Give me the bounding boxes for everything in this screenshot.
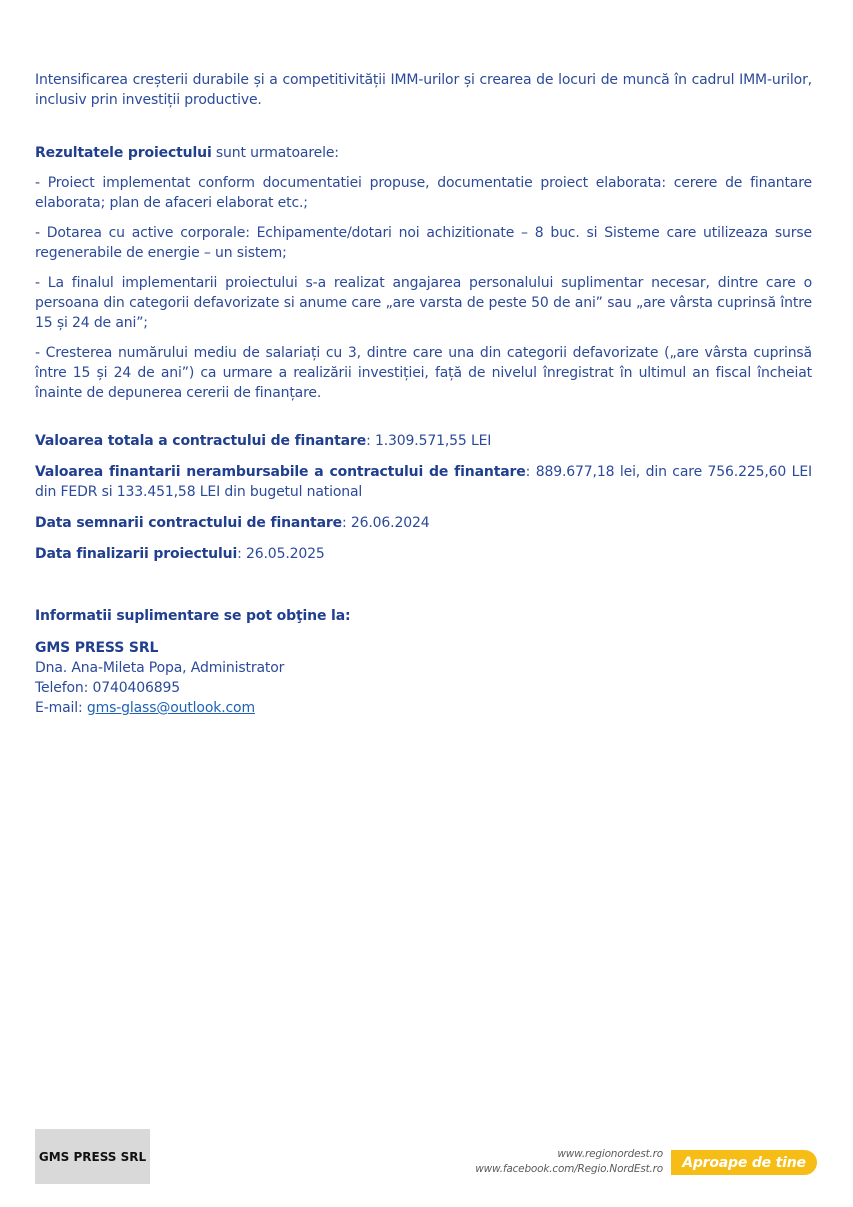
nonrefundable-value	[35, 462, 812, 502]
nonrefundable-value-amount: : 889.677,18 lei, din care 756.225,60 LEI din FEDR si 133.451,58 LEI din bugetul national	[35, 464, 812, 500]
contact-email-line	[35, 698, 812, 718]
facebook-link[interactable]: www.facebook.com/Regio.NordEst.ro	[475, 1163, 663, 1175]
signing-date-label: Data semnarii contractului de finantare	[35, 515, 342, 531]
result-item: - Cresterea numărului mediu de salariați cu 3, dintre care una din categorii defavorizate („are vârsta cuprinsă între 15 și 24 de ani”) ca urmare a realizării investiției, față de nivelul înregistrat în ultimul an fiscal încheiat înainte de depunerea cererii de finanțare.	[35, 345, 812, 401]
completion-date-value: : 26.05.2025	[237, 546, 325, 562]
website-link[interactable]: www.regionordest.ro	[557, 1148, 663, 1160]
total-value	[35, 431, 812, 451]
contact-person: Dna. Ana-Mileta Popa, Administrator	[35, 660, 285, 676]
document-body	[35, 70, 812, 718]
contact-company: GMS PRESS SRL	[35, 640, 159, 656]
results-heading	[35, 143, 812, 163]
total-value-label: Valoarea totala a contractului de finantare	[35, 433, 367, 449]
completion-date-label: Data finalizarii proiectului	[35, 546, 238, 562]
contact-block	[35, 638, 812, 718]
slogan-badge: Aproape de tine	[671, 1150, 817, 1175]
result-item: - Dotarea cu active corporale: Echipamente/dotari noi achizitionate – 8 buc. si Sisteme care utilizeaza surse regenerabile de energie – un sistem;	[35, 225, 812, 261]
results-heading-bold: Rezultatele proiectului	[35, 145, 212, 161]
footer-links	[475, 1147, 663, 1177]
intro-paragraph: Intensificarea creșterii durabile și a competitivității IMM-urilor și crearea de locuri de muncă în cadrul IMM-urilor, inclusiv prin investiții productive.	[35, 72, 812, 108]
signing-date-value: : 26.06.2024	[341, 515, 430, 531]
info-heading: Informatii suplimentare se pot obţine la:	[35, 608, 351, 624]
completion-date	[35, 544, 812, 564]
company-logo-box: GMS PRESS SRL	[35, 1129, 150, 1184]
contact-phone: Telefon: 0740406895	[35, 680, 181, 696]
signing-date	[35, 513, 812, 533]
total-value-amount: : 1.309.571,55 LEI	[366, 433, 492, 449]
contact-email-label: E-mail:	[35, 700, 87, 716]
results-heading-rest: sunt urmatoarele:	[211, 145, 339, 161]
contact-email-link[interactable]: gms-glass@outlook.com	[86, 700, 255, 716]
result-item: - La finalul implementarii proiectului s-a realizat angajarea personalului suplimentar necesar, dintre care o persoana din categorii defavorizate si anume care „are varsta de peste 50 de ani” sau „are vârsta cuprinsă între 15 și 24 de ani”;	[35, 275, 812, 331]
result-item: - Proiect implementat conform documentatiei propuse, documentatie proiect elaborata: cerere de finantare elaborata; plan de afaceri elaborat etc.;	[35, 175, 812, 211]
nonrefundable-value-label: Valoarea finantarii nerambursabile a contractului de finantare	[35, 464, 526, 480]
